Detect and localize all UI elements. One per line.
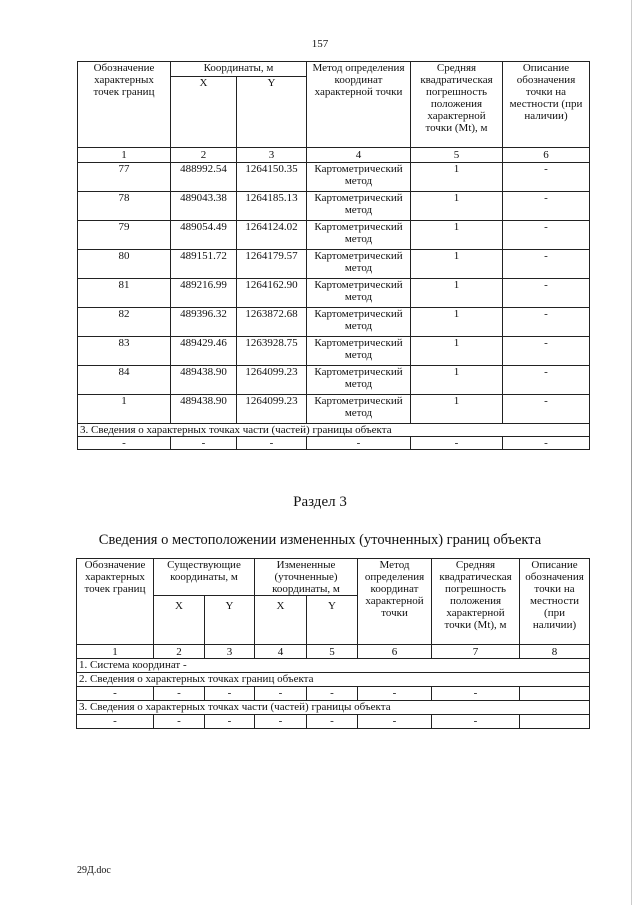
cell: - [77, 687, 154, 701]
footer-filename: 29Д.doc [77, 865, 111, 876]
cell-point: 78 [78, 192, 171, 221]
col-num: 1 [77, 645, 154, 659]
section-label: 1. Система координат - [77, 659, 590, 673]
col-num: 6 [503, 148, 590, 163]
column-number-row [78, 148, 590, 163]
table-row [78, 308, 590, 337]
cell: - [411, 437, 503, 450]
header-y: Y [307, 596, 358, 645]
cell-error: 1 [411, 279, 503, 308]
col-num: 2 [171, 148, 237, 163]
section-label: 3. Сведения о характерных точках части (частей) границы объекта [77, 701, 590, 715]
header-description: Описание обозначения точки на местности (при наличии) [503, 62, 590, 148]
cell-point: 77 [78, 163, 171, 192]
cell-desc: - [503, 337, 590, 366]
header-existing: Существующие координаты, м [154, 559, 255, 596]
col-num: 8 [520, 645, 590, 659]
col-num: 1 [78, 148, 171, 163]
cell-point: 82 [78, 308, 171, 337]
table-row [78, 163, 590, 192]
col-num: 3 [237, 148, 307, 163]
table-row [78, 192, 590, 221]
cell-y: 1264099.23 [237, 366, 307, 395]
cell-desc: - [503, 192, 590, 221]
cell-y: 1263872.68 [237, 308, 307, 337]
cell-y: 1263928.75 [237, 337, 307, 366]
cell-x: 489043.38 [171, 192, 237, 221]
cell-x: 489216.99 [171, 279, 237, 308]
cell-point: 84 [78, 366, 171, 395]
header-method: Метод определения координат характерной точки [358, 559, 432, 645]
cell-method: Картометрический метод [307, 395, 411, 424]
table-row [78, 221, 590, 250]
cell-x: 489429.46 [171, 337, 237, 366]
cell-x: 489151.72 [171, 250, 237, 279]
table-row [78, 279, 590, 308]
cell-x: 489438.90 [171, 395, 237, 424]
cell-error: 1 [411, 337, 503, 366]
boundary-points-table [77, 61, 590, 450]
col-num: 4 [307, 148, 411, 163]
table-row [78, 366, 590, 395]
changed-boundaries-table [76, 558, 590, 729]
table-header-row [78, 62, 590, 77]
cell-error: 1 [411, 250, 503, 279]
col-num: 5 [307, 645, 358, 659]
cell-desc: - [503, 279, 590, 308]
col-num: 4 [255, 645, 307, 659]
cell-x: 489054.49 [171, 221, 237, 250]
cell-error: 1 [411, 192, 503, 221]
header-y: Y [237, 77, 307, 148]
col-num: 7 [432, 645, 520, 659]
table-row [77, 715, 590, 729]
header-description: Описание обозначения точки на местности (при наличии) [520, 559, 590, 645]
cell: - [154, 687, 205, 701]
column-number-row [77, 645, 590, 659]
col-num: 3 [205, 645, 255, 659]
table-row [78, 437, 590, 450]
cell-x: 488992.54 [171, 163, 237, 192]
cell-desc: - [503, 395, 590, 424]
header-y: Y [205, 596, 255, 645]
section-row [78, 424, 590, 437]
header-coords: Координаты, м [171, 62, 307, 77]
cell: - [171, 437, 237, 450]
cell-x: 489438.90 [171, 366, 237, 395]
cell: - [255, 715, 307, 729]
cell-y: 1264162.90 [237, 279, 307, 308]
cell-y: 1264124.02 [237, 221, 307, 250]
cell-method: Картометрический метод [307, 221, 411, 250]
cell-desc: - [503, 366, 590, 395]
table-row [78, 337, 590, 366]
cell-y: 1264099.23 [237, 395, 307, 424]
cell: - [237, 437, 307, 450]
cell-y: 1264150.35 [237, 163, 307, 192]
cell-point: 1 [78, 395, 171, 424]
section-subtitle: Сведения о местоположении измененных (уточненных) границ объекта [98, 532, 542, 548]
cell-method: Картометрический метод [307, 163, 411, 192]
scan-edge [631, 0, 632, 905]
cell [520, 687, 590, 701]
col-num: 5 [411, 148, 503, 163]
cell: - [358, 687, 432, 701]
cell-error: 1 [411, 395, 503, 424]
table-row [77, 687, 590, 701]
cell-method: Картометрический метод [307, 279, 411, 308]
cell-x: 489396.32 [171, 308, 237, 337]
cell: - [307, 715, 358, 729]
cell-error: 1 [411, 163, 503, 192]
cell-point: 79 [78, 221, 171, 250]
section-row [77, 673, 590, 687]
header-designation: Обозначение характерных точек границ [78, 62, 171, 148]
cell-method: Картометрический метод [307, 337, 411, 366]
col-num: 2 [154, 645, 205, 659]
header-error: Средняя квадратическая погрешность положения характерной точки (Mt), м [411, 62, 503, 148]
header-changed: Измененные (уточненные) координаты, м [255, 559, 358, 596]
cell: - [307, 687, 358, 701]
section-row [77, 659, 590, 673]
cell [520, 715, 590, 729]
header-error: Средняя квадратическая погрешность положения характерной точки (Mt), м [432, 559, 520, 645]
cell: - [358, 715, 432, 729]
section-label: 2. Сведения о характерных точках границ объекта [77, 673, 590, 687]
header-x: X [171, 77, 237, 148]
cell-method: Картометрический метод [307, 366, 411, 395]
cell: - [255, 687, 307, 701]
cell-method: Картометрический метод [307, 192, 411, 221]
table-row [78, 250, 590, 279]
cell: - [77, 715, 154, 729]
cell-desc: - [503, 250, 590, 279]
cell-error: 1 [411, 366, 503, 395]
cell: - [205, 715, 255, 729]
cell-desc: - [503, 308, 590, 337]
header-x: X [255, 596, 307, 645]
cell: - [307, 437, 411, 450]
page-number: 157 [311, 38, 329, 50]
table-row [78, 395, 590, 424]
cell-method: Картометрический метод [307, 250, 411, 279]
cell-y: 1264179.57 [237, 250, 307, 279]
section-label: 3. Сведения о характерных точках части (частей) границы объекта [78, 424, 590, 437]
section-row [77, 701, 590, 715]
cell-method: Картометрический метод [307, 308, 411, 337]
cell-point: 80 [78, 250, 171, 279]
section-title: Раздел 3 [293, 494, 347, 510]
cell-desc: - [503, 163, 590, 192]
cell-y: 1264185.13 [237, 192, 307, 221]
cell-desc: - [503, 221, 590, 250]
cell: - [432, 687, 520, 701]
cell-error: 1 [411, 221, 503, 250]
cell: - [205, 687, 255, 701]
cell-point: 81 [78, 279, 171, 308]
cell: - [154, 715, 205, 729]
table-header-row [77, 559, 590, 596]
cell: - [432, 715, 520, 729]
col-num: 6 [358, 645, 432, 659]
header-designation: Обозначение характерных точек границ [77, 559, 154, 645]
header-x: X [154, 596, 205, 645]
header-method: Метод определения координат характерной точки [307, 62, 411, 148]
cell: - [503, 437, 590, 450]
cell-error: 1 [411, 308, 503, 337]
cell-point: 83 [78, 337, 171, 366]
cell: - [78, 437, 171, 450]
